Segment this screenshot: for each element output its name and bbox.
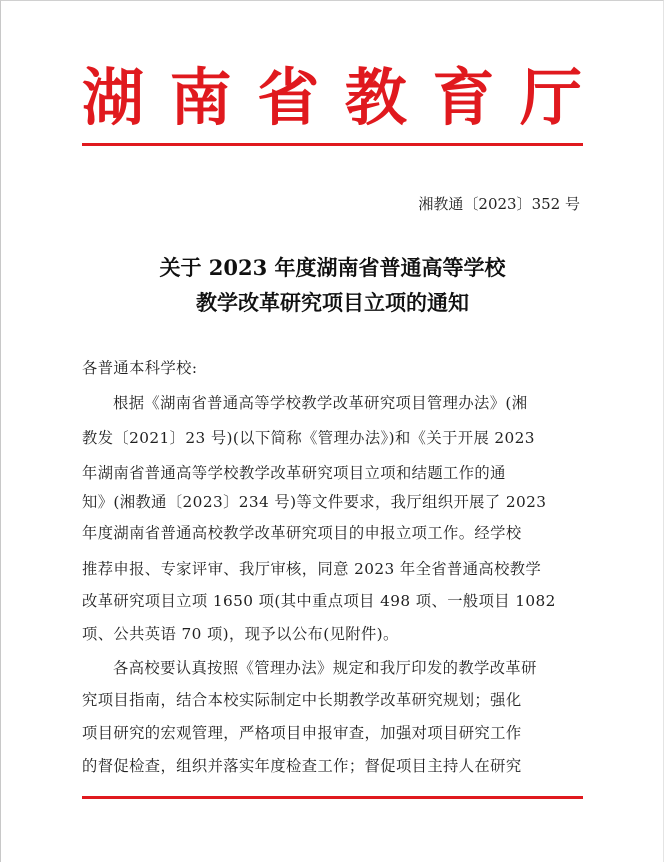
document-title-line-2: 教学改革研究项目立项的通知 (196, 290, 469, 315)
letterhead-char: 南 (169, 61, 232, 134)
letterhead-divider (82, 143, 583, 146)
letterhead-title (82, 60, 582, 136)
salutation: 各普通本科学校: (82, 359, 198, 377)
footer-divider (82, 796, 583, 799)
paragraph-line: 教发〔2021〕23 号)(以下简称《管理办法》)和《关于开展 2023 (82, 429, 535, 447)
paragraph-line: 年湖南省普通高等学校教学改革研究项目立项和结题工作的通 (82, 464, 506, 482)
letterhead-char: 省 (257, 61, 320, 134)
paragraph-line: 年度湖南省普通高校教学改革研究项目的申报立项工作。经学校 (82, 524, 522, 542)
paragraph-line: 究项目指南，结合本校实际制定中长期教学改革研究规划；强化 (82, 691, 522, 709)
paragraph-line: 根据《湖南省普通高等学校教学改革研究项目管理办法》(湘 (113, 394, 528, 412)
letterhead-char: 育 (432, 61, 495, 134)
paragraph-line: 改革研究项目立项 1650 项(其中重点项目 498 项、一般项目 1082 (82, 592, 556, 610)
paragraph-line: 知》(湘教通〔2023〕234 号)等文件要求，我厅组织开展了 2023 (82, 493, 547, 511)
document-number: 湘教通〔2023〕352 号 (418, 195, 580, 213)
letterhead-char: 教 (344, 61, 407, 134)
letterhead-char: 湖 (82, 61, 145, 134)
letterhead-char: 厅 (519, 61, 582, 134)
paragraph-line: 的督促检查，组织并落实年度检查工作；督促项目主持人在研究 (82, 757, 522, 775)
document-title-line-1: 关于 2023 年度湖南省普通高等学校 (159, 255, 506, 280)
paragraph-line: 项、公共英语 70 项)，现予以公布(见附件)。 (82, 625, 399, 643)
paragraph-line: 各高校要认真按照《管理办法》规定和我厅印发的教学改革研 (113, 659, 537, 677)
paragraph-line: 推荐申报、专家评审、我厅审核，同意 2023 年全省普通高校教学 (82, 560, 542, 578)
paragraph-line: 项目研究的宏观管理，严格项目申报审查，加强对项目研究工作 (82, 724, 522, 742)
